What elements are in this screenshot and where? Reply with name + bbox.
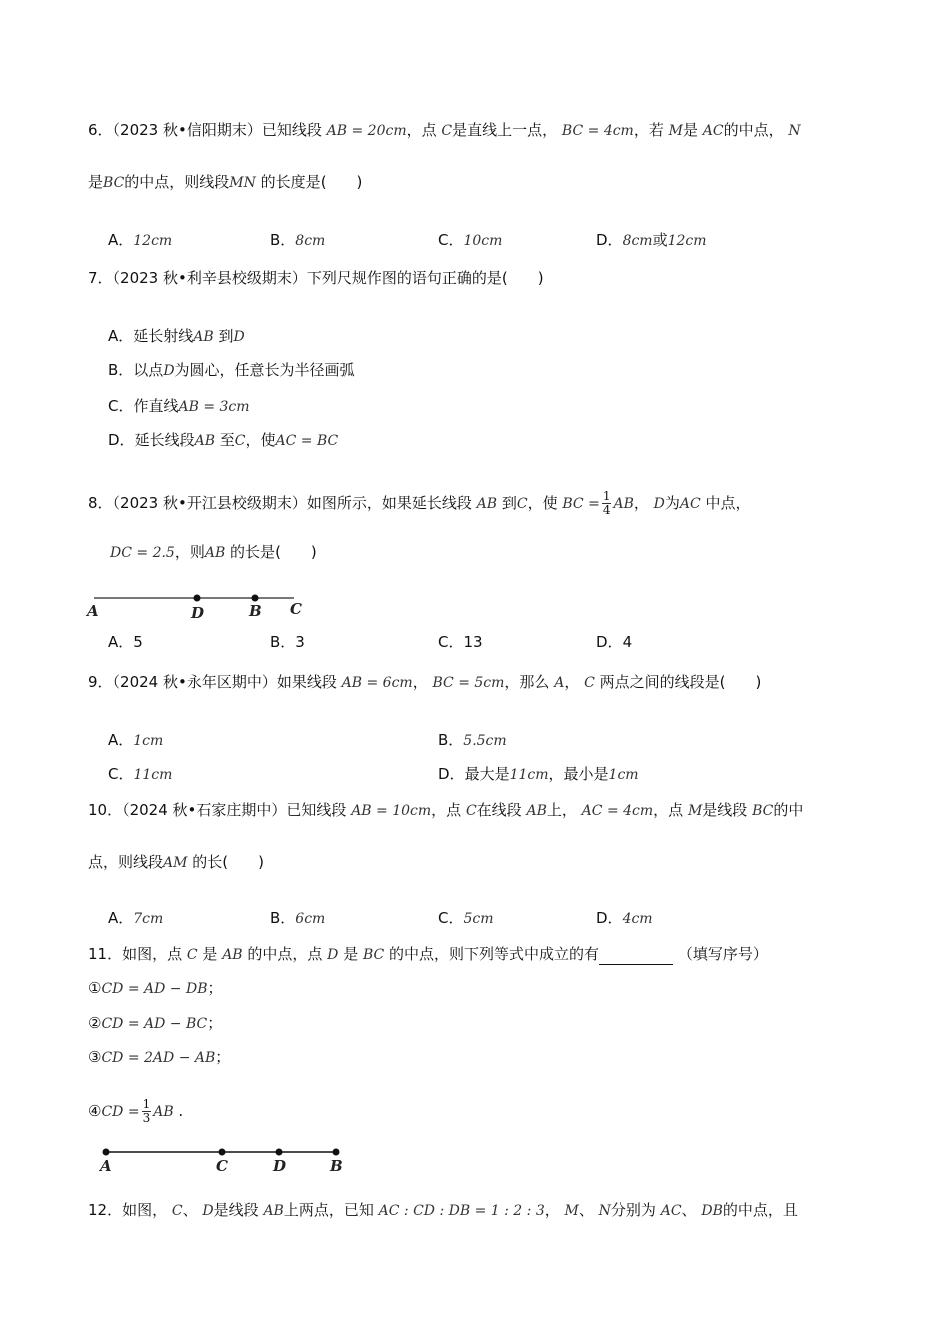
question-number: 7． bbox=[88, 269, 113, 287]
math: C bbox=[516, 496, 528, 512]
q10-option-a[interactable] bbox=[108, 908, 163, 929]
item-mark: ③ bbox=[88, 1048, 102, 1066]
math: C bbox=[584, 675, 595, 691]
math: AB bbox=[263, 1203, 284, 1219]
text: 是 bbox=[343, 945, 359, 963]
option-key: D． bbox=[438, 765, 465, 783]
math: AB bbox=[193, 329, 214, 345]
text: 是线段 bbox=[213, 1201, 259, 1219]
equation: CD = 2AD − AB bbox=[101, 1050, 216, 1066]
option-key: C． bbox=[438, 231, 464, 249]
math: AC = 4cm bbox=[581, 803, 654, 819]
option-value: 5cm bbox=[463, 911, 494, 927]
q7-option-a[interactable] bbox=[108, 326, 245, 347]
text: 在线段 bbox=[476, 801, 522, 819]
text: 是 bbox=[682, 121, 698, 139]
question-number: 12． bbox=[88, 1201, 123, 1219]
point-c bbox=[219, 1149, 226, 1156]
q8-segment-diagram bbox=[84, 590, 314, 626]
denominator: 3 bbox=[142, 1111, 151, 1125]
text: 如图，点 bbox=[122, 945, 183, 963]
q8-option-d[interactable] bbox=[596, 632, 632, 652]
q6-line-2 bbox=[88, 172, 362, 193]
math: C bbox=[465, 803, 477, 819]
q8-line-2 bbox=[110, 542, 317, 563]
text: 、 bbox=[578, 1201, 594, 1219]
point-d bbox=[194, 595, 201, 602]
text: 延长射线 bbox=[133, 327, 194, 345]
option-value: 8cm bbox=[622, 233, 653, 249]
text: ， bbox=[412, 673, 428, 691]
option-key: C． bbox=[108, 765, 134, 783]
option-value: 12cm bbox=[133, 233, 173, 249]
math: AC = BC bbox=[275, 433, 339, 449]
math: N bbox=[788, 123, 801, 139]
q10-option-c[interactable] bbox=[438, 908, 494, 929]
math: D bbox=[327, 947, 339, 963]
math: M bbox=[564, 1203, 579, 1219]
math: AB = 20cm bbox=[326, 123, 407, 139]
answer-paren: ( ) bbox=[719, 673, 762, 691]
text: ，点 bbox=[406, 121, 437, 139]
math: DB bbox=[701, 1203, 723, 1219]
option-key: D． bbox=[596, 231, 623, 249]
text: . bbox=[178, 1102, 184, 1120]
text: ； bbox=[215, 1048, 231, 1066]
text: 、 bbox=[681, 1201, 697, 1219]
math: BC = 4cm bbox=[561, 123, 634, 139]
item-mark: ① bbox=[88, 979, 102, 997]
answer-paren: ( ) bbox=[275, 543, 317, 561]
math: D bbox=[653, 496, 665, 512]
math: DC = 2.5 bbox=[110, 545, 175, 561]
text: ，那么 bbox=[504, 673, 550, 691]
option-key: B． bbox=[270, 231, 296, 249]
fill-blank[interactable] bbox=[599, 948, 673, 965]
label-b: B bbox=[249, 602, 262, 620]
math: AB bbox=[613, 496, 634, 512]
text: 到 bbox=[218, 327, 234, 345]
answer-paren: ( ) bbox=[320, 173, 363, 191]
q8-option-c[interactable] bbox=[438, 632, 483, 652]
q11-segment-diagram bbox=[96, 1142, 356, 1176]
label-b: B bbox=[330, 1157, 343, 1175]
text: 最大是 bbox=[464, 765, 510, 783]
numerator: 1 bbox=[142, 1097, 151, 1111]
point-b bbox=[333, 1149, 340, 1156]
math: 1cm bbox=[608, 767, 639, 783]
question-source: （2024 秋•石家庄期中） bbox=[122, 801, 287, 819]
option-key: B． bbox=[270, 909, 296, 927]
text: ，最小是 bbox=[548, 765, 609, 783]
question-source: （2023 秋•利辛县校级期末） bbox=[112, 269, 307, 287]
q7-stem bbox=[88, 268, 544, 288]
math: C bbox=[441, 123, 453, 139]
text: ； bbox=[207, 979, 223, 997]
fraction-one-third bbox=[142, 1098, 152, 1125]
option-key: C． bbox=[108, 397, 134, 415]
text: 或 bbox=[652, 231, 668, 249]
text: ，若 bbox=[633, 121, 664, 139]
question-number: 10． bbox=[88, 801, 123, 819]
text: 为 bbox=[664, 494, 680, 512]
text: 的中点，则线段 bbox=[124, 173, 230, 191]
text: 的中点，则下列等式中成立的有 bbox=[389, 945, 600, 963]
text: 延长线段 bbox=[134, 431, 195, 449]
numerator: 1 bbox=[602, 489, 611, 503]
option-key: D． bbox=[596, 909, 623, 927]
option-key: D． bbox=[596, 633, 623, 651]
math: AB = 6cm bbox=[341, 675, 413, 691]
option-key: C． bbox=[438, 909, 464, 927]
q8-line-1 bbox=[88, 490, 751, 517]
option-value: 11cm bbox=[133, 767, 173, 783]
math: AB bbox=[194, 433, 215, 449]
text: 如果线段 bbox=[276, 673, 337, 691]
option-value: 4cm bbox=[622, 911, 653, 927]
q11-stem bbox=[88, 944, 768, 965]
equation: CD = AD − BC bbox=[101, 1016, 208, 1032]
text: 上两点，已知 bbox=[283, 1201, 374, 1219]
math: C bbox=[171, 1203, 183, 1219]
q7-option-b[interactable] bbox=[108, 360, 355, 381]
equation: CD = AD − DB bbox=[101, 981, 208, 997]
math: M bbox=[687, 803, 703, 819]
math: M bbox=[668, 123, 683, 139]
q9-option-c[interactable] bbox=[108, 764, 172, 785]
q6-option-b[interactable] bbox=[270, 230, 325, 251]
text: 已知线段 bbox=[286, 801, 347, 819]
math: AB bbox=[526, 803, 547, 819]
text: 的长是 bbox=[230, 543, 276, 561]
q7-option-c[interactable] bbox=[108, 396, 250, 417]
fraction-one-quarter bbox=[602, 490, 612, 517]
option-value: 5.5cm bbox=[463, 733, 507, 749]
text: 为圆心，任意长为半径画弧 bbox=[174, 361, 355, 379]
math: MN bbox=[229, 175, 256, 191]
q9-stem bbox=[88, 672, 761, 693]
text: 以点 bbox=[133, 361, 164, 379]
option-value: 8cm bbox=[295, 233, 326, 249]
question-source: （2023 秋•开江县校级期末） bbox=[112, 494, 307, 512]
question-number: 6． bbox=[88, 121, 113, 139]
text: 的中点，且 bbox=[722, 1201, 798, 1219]
label-d: D bbox=[273, 1157, 287, 1175]
math: C bbox=[234, 433, 246, 449]
math: BC bbox=[103, 175, 125, 191]
option-key: A． bbox=[108, 327, 134, 345]
q6-line-1 bbox=[88, 120, 801, 141]
q8-option-a[interactable] bbox=[108, 632, 143, 652]
math: AB = 10cm bbox=[351, 803, 432, 819]
math: AM bbox=[163, 855, 188, 871]
math: AB bbox=[222, 947, 243, 963]
option-key: C． bbox=[438, 633, 464, 651]
text: 作直线 bbox=[133, 397, 179, 415]
option-value: 13 bbox=[463, 633, 483, 651]
text: ， bbox=[544, 1201, 560, 1219]
label-a: A bbox=[100, 1157, 112, 1175]
answer-paren: ( ) bbox=[222, 853, 264, 871]
option-value: 7cm bbox=[133, 911, 164, 927]
text: ； bbox=[207, 1014, 223, 1032]
question-number: 11． bbox=[88, 945, 123, 963]
text: 如图， bbox=[122, 1201, 168, 1219]
text: 中点， bbox=[705, 494, 751, 512]
text: ， bbox=[564, 673, 580, 691]
q9-option-a[interactable] bbox=[108, 730, 163, 751]
math: AB bbox=[476, 496, 498, 512]
math: AB = 3cm bbox=[178, 399, 250, 415]
text: 是 bbox=[88, 173, 104, 191]
question-source: （2023 秋•信阳期末） bbox=[112, 121, 262, 139]
text: 的长 bbox=[192, 853, 223, 871]
q10-line-1 bbox=[88, 800, 803, 821]
math: AC : CD : DB = 1 : 2 : 3 bbox=[378, 1203, 545, 1219]
text: 是直线上一点， bbox=[452, 121, 558, 139]
option-value: 1cm bbox=[133, 733, 164, 749]
q11-item-3 bbox=[88, 1047, 230, 1068]
text: 的长度是 bbox=[260, 173, 321, 191]
text: 的中 bbox=[773, 801, 804, 819]
text: ，使 bbox=[527, 494, 558, 512]
text: 的中点，点 bbox=[247, 945, 323, 963]
text: 是 bbox=[202, 945, 218, 963]
label-c: C bbox=[290, 600, 302, 618]
math: D bbox=[233, 329, 245, 345]
q9-option-d[interactable] bbox=[438, 764, 639, 785]
equation: CD = bbox=[101, 1104, 140, 1120]
text: 分别为 bbox=[610, 1201, 656, 1219]
label-a: A bbox=[87, 602, 99, 620]
q8-option-b[interactable] bbox=[270, 632, 305, 652]
q11-item-1 bbox=[88, 978, 223, 999]
math: AC bbox=[679, 496, 701, 512]
option-key: D． bbox=[108, 431, 135, 449]
q9-option-b[interactable] bbox=[438, 730, 507, 751]
text: 下列尺规作图的语句正确的是 bbox=[306, 269, 502, 287]
math: BC = bbox=[562, 496, 600, 512]
option-value: 5 bbox=[133, 633, 143, 651]
text: ，点 bbox=[431, 801, 462, 819]
option-value: 6cm bbox=[295, 911, 326, 927]
point-b bbox=[252, 595, 259, 602]
q11-item-4 bbox=[88, 1094, 183, 1129]
label-d: D bbox=[191, 604, 205, 622]
q10-line-2 bbox=[88, 852, 264, 873]
question-source: （2024 秋•永年区期中） bbox=[112, 673, 277, 691]
q12-stem bbox=[88, 1200, 798, 1221]
q10-option-d[interactable] bbox=[596, 908, 653, 929]
denominator: 4 bbox=[602, 503, 611, 517]
label-c: C bbox=[216, 1157, 228, 1175]
option-value: 3 bbox=[295, 633, 305, 651]
text: 如图所示，如果延长线段 bbox=[306, 494, 472, 512]
question-number: 9． bbox=[88, 673, 113, 691]
math: N bbox=[598, 1203, 611, 1219]
option-value: 10cm bbox=[463, 233, 503, 249]
text: ， bbox=[633, 494, 649, 512]
option-key: A． bbox=[108, 731, 134, 749]
option-key: A． bbox=[108, 231, 134, 249]
text: （填写序号） bbox=[677, 945, 768, 963]
q6-option-a[interactable] bbox=[108, 230, 172, 251]
math: D bbox=[202, 1203, 214, 1219]
text: 是线段 bbox=[702, 801, 748, 819]
point-a bbox=[103, 1149, 110, 1156]
math: 11cm bbox=[509, 767, 549, 783]
math: D bbox=[163, 363, 175, 379]
equation: AB bbox=[153, 1104, 174, 1120]
option-key: B． bbox=[108, 361, 134, 379]
text: ，则 bbox=[174, 543, 205, 561]
option-key: B． bbox=[438, 731, 464, 749]
option-key: B． bbox=[270, 633, 296, 651]
item-mark: ④ bbox=[88, 1102, 102, 1120]
point-d bbox=[276, 1149, 283, 1156]
answer-paren: ( ) bbox=[501, 269, 544, 287]
q6-option-c[interactable] bbox=[438, 230, 502, 251]
q10-option-b[interactable] bbox=[270, 908, 325, 929]
math: AB bbox=[204, 545, 226, 561]
text: 到 bbox=[501, 494, 517, 512]
text: 两点之间的线段是 bbox=[599, 673, 720, 691]
text: 的中点， bbox=[723, 121, 784, 139]
text: 点，则线段 bbox=[88, 853, 164, 871]
math: A bbox=[554, 675, 565, 691]
option-key: A． bbox=[108, 633, 134, 651]
math: BC bbox=[362, 947, 385, 963]
text: ，点 bbox=[653, 801, 684, 819]
q6-option-d[interactable] bbox=[596, 230, 707, 251]
item-mark: ② bbox=[88, 1014, 102, 1032]
math: AC bbox=[660, 1203, 682, 1219]
text: 、 bbox=[182, 1201, 198, 1219]
q7-option-d[interactable] bbox=[108, 430, 338, 451]
math: BC bbox=[752, 803, 774, 819]
math: BC = 5cm bbox=[432, 675, 505, 691]
text: 上， bbox=[546, 801, 577, 819]
option-value: 4 bbox=[622, 633, 633, 651]
q11-item-2 bbox=[88, 1013, 222, 1034]
option-value: 12cm bbox=[667, 233, 707, 249]
math: AC bbox=[702, 123, 724, 139]
text: 已知线段 bbox=[261, 121, 322, 139]
text: ，使 bbox=[245, 431, 276, 449]
option-key: A． bbox=[108, 909, 134, 927]
question-number: 8． bbox=[88, 494, 113, 512]
math: C bbox=[186, 947, 198, 963]
text: 至 bbox=[219, 431, 235, 449]
